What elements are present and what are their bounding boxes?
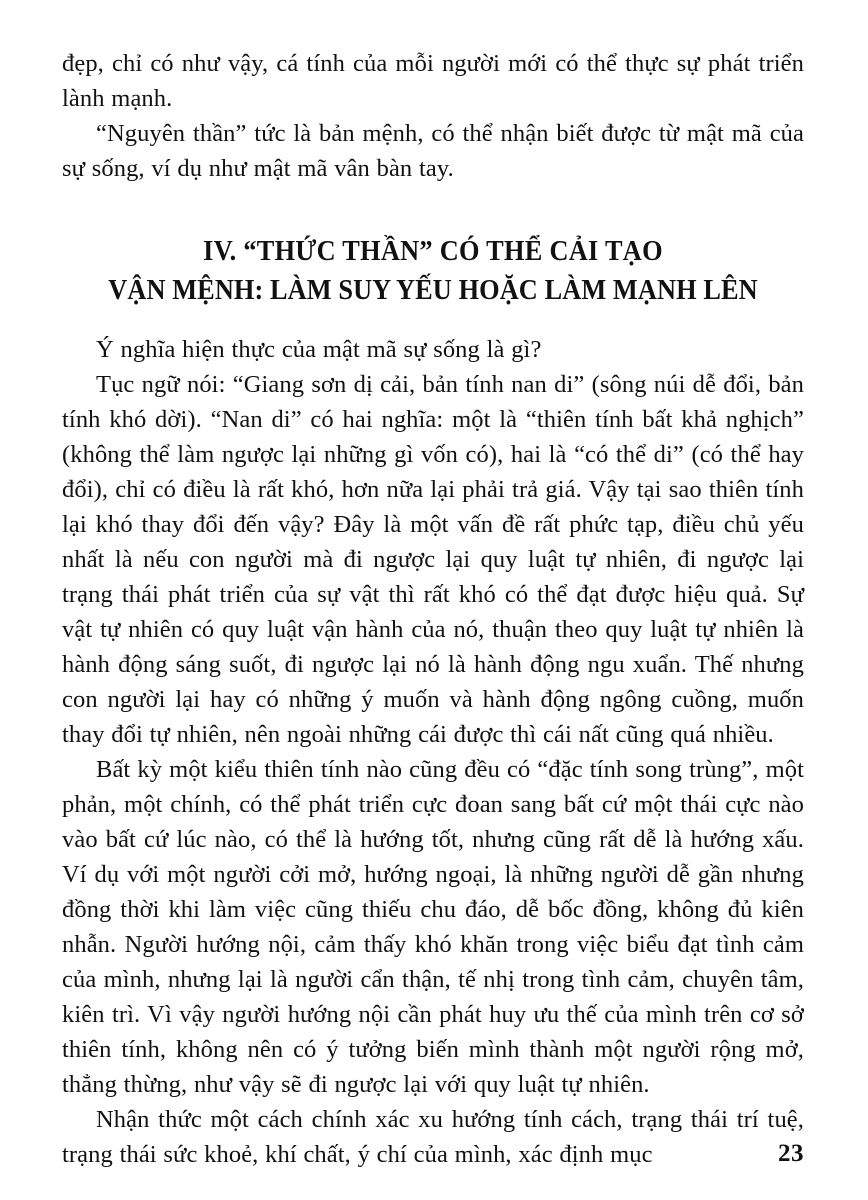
paragraph-thien-tinh: Bất kỳ một kiểu thiên tính nào cũng đều có “đặc tính song trùng”, một phản, một chính, có thể phát triển cực đoan sang bất cứ một thái cực nào vào bất cứ lúc nào, có thể là hướng tốt, nhưng cũng rất dễ là hướng xấu. Ví dụ với một người cởi mở, hướng ngoại, là những người dễ gần nhưng đồng thời khi làm việc cũng thiếu chu đáo, dễ bốc đồng, không đủ kiên nhẫn. Người hướng nội, cảm thấy khó khăn trong việc biểu đạt tình cảm của mình, nhưng lại là người cẩn thận, tế nhị trong tình cảm, chuyên tâm, kiên trì. Vì vậy người hướng nội cần phát huy ưu thế của mình trên cơ sở thiên tính, không nên có ý tưởng biến mình thành một người rộng mở, thẳng thừng, như vậy sẽ đi ngược lại với quy luật tự nhiên. xyxy=(62,756,804,1098)
paragraph-tuc-ngu: Tục ngữ nói: “Giang sơn dị cải, bản tính nan di” (sông núi dễ đổi, bản tính khó dời). “Nan di” có hai nghĩa: một là “thiên tính bất khả nghịch” (không thể làm ngược lại những gì vốn có), hai là “có thể di” (có thể hay đổi), chỉ có điều là rất khó, hơn nữa lại phải trả giá. Vậy tại sao thiên tính lại khó thay đổi đến vậy? Đây là một vấn đề rất phức tạp, điều chủ yếu nhất là nếu con người mà đi ngược lại quy luật tự nhiên, đi ngược lại trạng thái phát triển của sự vật thì rất khó có thể đạt được hiệu quả. Sự vật tự nhiên có quy luật vận hành của nó, thuận theo quy luật tự nhiên là hành động sáng suốt, đi ngược lại nó là hành động ngu xuẩn. Thế nhưng con người lại hay có những ý muốn và hành động ngông cuồng, muốn thay đổi tự nhiên, nên ngoài những cái được thì cái nất cũng quá nhiều. xyxy=(62,371,804,748)
section-heading xyxy=(84,232,781,310)
text-column xyxy=(62,46,804,1172)
section-heading-line-1: IV. “THỨC THẦN” CÓ THỂ CẢI TẠO xyxy=(203,236,663,267)
section-heading-line-2: VẬN MỆNH: LÀM SUY YẾU HOẶC LÀM MẠNH LÊN xyxy=(108,275,758,306)
heading-bottom-spacer xyxy=(62,310,804,332)
paragraph-question: Ý nghĩa hiện thực của mật mã sự sống là gì? xyxy=(96,336,542,363)
heading-top-spacer xyxy=(62,186,804,232)
paragraph-continuation: đẹp, chỉ có như vậy, cá tính của mỗi người mới có thể thực sự phát triển lành mạnh. xyxy=(62,50,804,112)
page-number: 23 xyxy=(778,1140,804,1167)
paragraph-nguyen-than: “Nguyên thần” tức là bản mệnh, có thể nhận biết được từ mật mã của sự sống, ví dụ như mật mã vân bàn tay. xyxy=(62,120,804,182)
paragraph-nhan-thuc: Nhận thức một cách chính xác xu hướng tính cách, trạng thái trí tuệ, trạng thái sức khoẻ, khí chất, ý chí của mình, xác định mục xyxy=(62,1106,804,1168)
